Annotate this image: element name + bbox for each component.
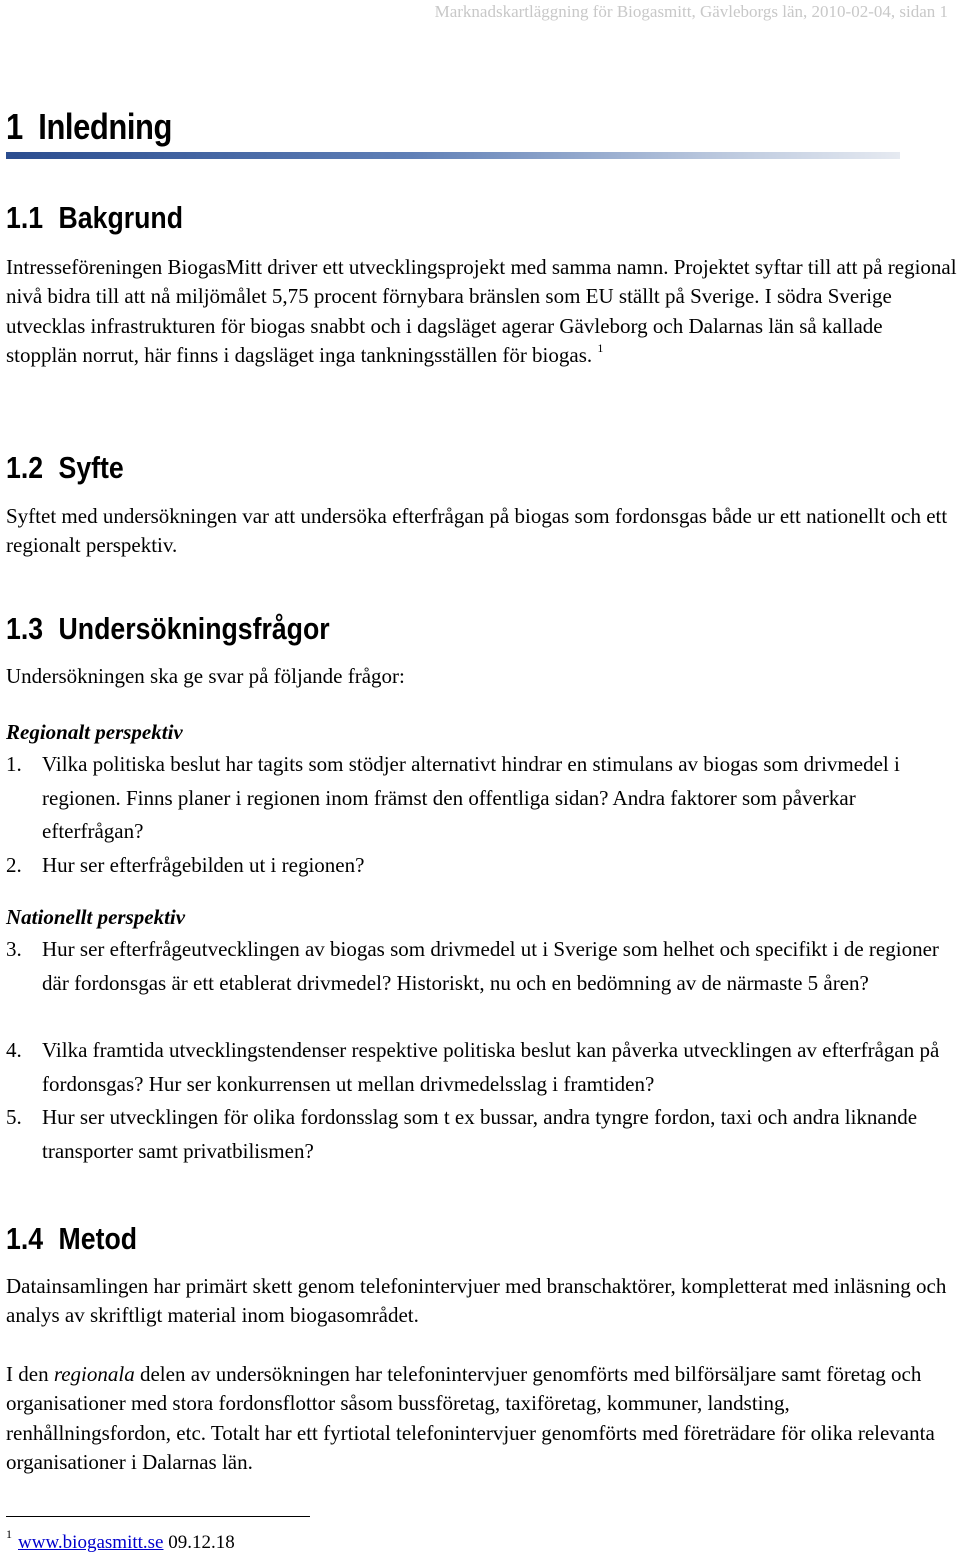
section-number: 1.1 — [6, 200, 44, 235]
item-text: Vilka framtida utvecklingstendenser respektive politiska beslut kan påverka utvecklingen av efterfrågan på fordonsgas? Hur ser konkurrensen ut mellan drivmedelsslag i framtiden? — [42, 1038, 940, 1096]
item-text: Hur ser utvecklingen för olika fordonsslag som t ex bussar, andra tyngre fordon, taxi och andra liknande transporter samt privatbilismen? — [42, 1105, 918, 1163]
chapter-title: Inledning — [38, 106, 172, 147]
list-item — [6, 1034, 960, 1101]
chapter-number: 1 — [6, 106, 23, 147]
regional-heading: Regionalt perspektiv — [6, 720, 183, 744]
list-item — [6, 748, 960, 849]
section-number: 1.4 — [6, 1221, 44, 1256]
footnote-number: 1 — [6, 1527, 12, 1541]
item-text: Hur ser efterfrågeutvecklingen av biogas som drivmedel ut i Sverige som helhet och specifikt i de regioner där fordonsgas är ett etablerat drivmedel? Historiskt, nu och en bedömning av de närmaste 5 åren? — [42, 937, 939, 995]
section-title: Undersökningsfrågor — [58, 611, 330, 646]
section-heading-metod — [6, 1221, 137, 1257]
section-number: 1.2 — [6, 450, 44, 485]
list-item — [6, 933, 960, 1000]
national-heading: Nationellt perspektiv — [6, 905, 186, 929]
item-number: 4. — [6, 1038, 22, 1062]
item-number: 5. — [6, 1105, 22, 1129]
footnote — [6, 1527, 235, 1554]
footnote-ref[interactable]: 1 — [597, 340, 604, 355]
section-title: Metod — [58, 1221, 138, 1256]
item-text: Vilka politiska beslut har tagits som stödjer alternativt hindrar en stimulans av biogas som drivmedel i regionen. Finns planer i regionen inom främst den offentliga sidan? Andra faktorer som påverkar efterfrågan? — [42, 752, 900, 843]
metod-paragraph-2 — [6, 1360, 958, 1477]
chapter-heading — [6, 106, 172, 148]
questions-intro: Undersökningen ska ge svar på följande frågor: — [6, 664, 405, 688]
section-title: Syfte — [58, 450, 124, 485]
footnote-link[interactable]: www.biogasmitt.se — [18, 1532, 164, 1553]
list-item — [6, 849, 960, 883]
item-number: 2. — [6, 853, 22, 877]
item-text: Hur ser efterfrågebilden ut i regionen? — [42, 853, 365, 877]
footnote-date: 09.12.18 — [168, 1532, 235, 1553]
page-header: Marknadskartläggning för Biogasmitt, Gävleborgs län, 2010-02-04, sidan 1 — [434, 2, 948, 21]
section-heading-syfte — [6, 450, 124, 486]
item-number: 3. — [6, 937, 22, 961]
section-heading-bakgrund — [6, 200, 183, 236]
footnote-separator — [6, 1516, 310, 1517]
section-title: Bakgrund — [58, 200, 183, 235]
heading-rule — [6, 152, 900, 159]
italic-text: regionala — [53, 1362, 135, 1386]
item-number: 1. — [6, 752, 22, 776]
text-run: delen av undersökningen har telefonintervjuer genomförts med bilförsäljare samt företag och organisationer med stora fordonsflottor såsom bussföretag, taxiföretag, kommuner, landsting, renhållningsfordon, etc. Totalt har ett fyrtiotal telefonintervjuer genomförts med företrädare för olika relevanta organisationer i Dalarnas län. — [6, 1362, 935, 1474]
metod-paragraph-1: Datainsamlingen har primärt skett genom telefonintervjuer med branschaktörer, kompletterat med inläsning och analys av skriftligt material inom biogasområdet. — [6, 1274, 947, 1328]
text-run: I den — [6, 1362, 54, 1386]
bakgrund-paragraph — [6, 253, 958, 370]
paragraph-text: Intresseföreningen BiogasMitt driver ett utvecklingsprojekt med samma namn. Projektet syftar till att på regional nivå bidra till att nå miljömålet 5,75 procent förnybara bränslen som EU ställt på Sverige. I södra Sverige utvecklas infrastrukturen för biogas snabbt och i dagsläget agerar Gävleborg och Dalarnas län så kallade stopplän norrut, här finns i dagsläget inga tankningsställen för biogas. — [6, 255, 957, 367]
section-number: 1.3 — [6, 611, 44, 646]
list-item — [6, 1101, 960, 1168]
syfte-paragraph: Syftet med undersökningen var att undersöka efterfrågan på biogas som fordonsgas både ur ett nationellt och ett regionalt perspektiv. — [6, 504, 948, 558]
section-heading-undersokningsfragor — [6, 611, 330, 647]
